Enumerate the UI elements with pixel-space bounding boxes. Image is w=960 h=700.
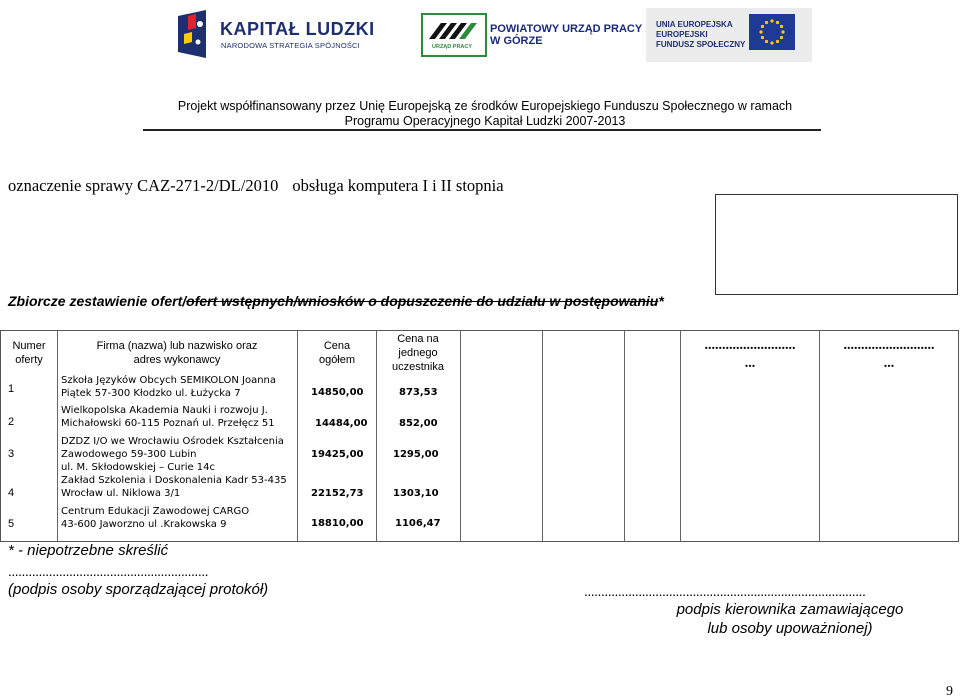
eu-logo-line-1: UNIA EUROPEJSKA (656, 20, 733, 29)
cofunding-line-1: Projekt współfinansowany przez Unię Europejską ze środków Europejskiego Funduszu Społecznego w ramach (177, 99, 793, 113)
kapital-ludzki-logo-subtitle: NARODOWA STRATEGIA SPÓJNOŚCI (221, 41, 360, 50)
case-reference (8, 176, 504, 196)
cofunding-line-2: Programu Operacyjnego Kapitał Ludzki 2007-2013 (344, 114, 626, 128)
summary-title-struck: ofert wstępnych/wniosków o dopuszczenie do udziału w postępowaniu (186, 293, 659, 309)
blank-column-dots (681, 337, 819, 373)
blank-column-dots (820, 337, 958, 373)
header-firm (61, 339, 293, 367)
signature-caption-right-line-2: lub osoby upoważnionej) (707, 620, 873, 637)
row-total-price: 18810,00 (311, 518, 364, 529)
row-total-price: 14484,00 (315, 418, 368, 429)
row-total-price: 19425,00 (311, 449, 364, 460)
signature-line-right: ................................................................................... (584, 583, 866, 599)
firm-line: Piątek 57-300 Kłodzko ul. Łużycka 7 (61, 388, 241, 399)
blank-column-dots-line-2: ... (883, 356, 895, 371)
signature-caption-right (640, 600, 940, 638)
row-price-per-participant: 1303,10 (393, 488, 439, 499)
eu-flag-icon (749, 14, 795, 50)
row-total-price: 14850,00 (311, 387, 364, 398)
signature-line-left: ........................................................... (8, 563, 208, 579)
firm-line: ul. M. Skłodowskiej – Curie 14c (61, 462, 216, 473)
firm-line: Michałowski 60-115 Poznań ul. Przełęcz 51 (61, 418, 275, 429)
header-total-price-line-1: Cena (323, 340, 351, 352)
firm-line: DZDZ I/O we Wrocławiu Ośrodek Kształcenia (61, 436, 284, 447)
table-column-divider (460, 331, 461, 541)
row-total-price: 22152,73 (311, 488, 364, 499)
kapital-ludzki-logo-title: KAPITAŁ LUDZKI (220, 19, 375, 39)
header-firm-line-1: Firma (nazwa) lub nazwisko oraz (96, 340, 258, 352)
table-column-divider (297, 331, 298, 541)
header-total-price-line-2: ogółem (318, 354, 356, 366)
table-column-divider (624, 331, 625, 541)
blank-column-dots-line-1: .......................... (843, 338, 935, 353)
header-price-per-participant-line-2: jednego (398, 347, 438, 359)
row-firm (61, 374, 276, 400)
footnote: * - niepotrzebne skreślić (8, 542, 169, 559)
row-number: 3 (8, 448, 15, 460)
row-number: 4 (8, 487, 15, 499)
case-number: oznaczenie sprawy CAZ-271-2/DL/2010 (8, 176, 279, 195)
row-firm (61, 505, 249, 531)
row-firm (61, 435, 284, 474)
header-offer-number (1, 339, 57, 367)
page-number: 9 (946, 684, 953, 699)
header-offer-number-line-2: oferty (15, 354, 43, 366)
firm-line: 43-600 Jaworzno ul .Krakowska 9 (61, 519, 227, 530)
urzad-pracy-logo-mark (427, 19, 479, 43)
stamp-box (715, 194, 958, 295)
case-subject: obsługa komputera I i II stopnia (292, 176, 504, 195)
powiatowy-urzad-pracy-name (490, 23, 642, 47)
pup-name-line-2: W GÓRZE (490, 35, 543, 47)
row-price-per-participant: 1106,47 (395, 518, 441, 529)
firm-line: Wielkopolska Akademia Nauki i rozwoju J. (61, 405, 268, 416)
pup-name-line-1: POWIATOWY URZĄD PRACY (490, 23, 643, 35)
eu-logo-line-2: EUROPEJSKI (656, 30, 708, 39)
urzad-pracy-logo (421, 13, 487, 57)
cofunding-statement (140, 99, 830, 129)
firm-line: Zawodowego 59-300 Lubin (61, 449, 197, 460)
header-total-price (299, 339, 375, 367)
firm-line: Zakład Szkolenia i Doskonalenia Kadr 53-435 (61, 475, 287, 486)
firm-line: Szkoła Języków Obcych SEMIKOLON Joanna (61, 375, 276, 386)
row-firm (61, 404, 275, 430)
blank-column-dots-line-1: .......................... (704, 338, 796, 353)
urzad-pracy-logo-caption: URZĄD PRACY (432, 44, 473, 50)
signature-caption-left: (podpis osoby sporządzającej protokół) (8, 581, 269, 598)
firm-line: Centrum Edukacji Zawodowej CARGO (61, 506, 250, 517)
table-column-divider (57, 331, 58, 541)
row-number: 2 (8, 416, 15, 428)
eu-logo-text (656, 20, 745, 50)
row-number: 1 (8, 383, 15, 395)
firm-line: Wrocław ul. Niklowa 3/1 (61, 488, 181, 499)
kapital-ludzki-logo-mark (176, 8, 210, 60)
header-firm-line-2: adres wykonawcy (133, 354, 221, 366)
row-firm (61, 474, 287, 500)
header-price-per-participant-line-3: uczestnika (392, 361, 444, 373)
row-price-per-participant: 873,53 (399, 387, 438, 398)
summary-title-prefix: Zbiorcze zestawienie ofert/ (8, 293, 187, 309)
signature-caption-right-line-1: podpis kierownika zamawiającego (676, 601, 904, 618)
table-column-divider (542, 331, 543, 541)
header-offer-number-line-1: Numer (12, 340, 46, 352)
summary-title-suffix: * (658, 293, 664, 309)
header-price-per-participant (377, 332, 459, 374)
header-price-per-participant-line-1: Cena na (397, 333, 439, 345)
blank-column-dots-line-2: ... (744, 356, 756, 371)
summary-title (8, 293, 664, 309)
row-price-per-participant: 1295,00 (393, 449, 439, 460)
header-divider (143, 129, 821, 131)
offers-table (0, 330, 959, 542)
row-number: 5 (8, 518, 15, 530)
row-price-per-participant: 852,00 (399, 418, 438, 429)
eu-logo-line-3: FUNDUSZ SPOŁECZNY (656, 40, 746, 49)
